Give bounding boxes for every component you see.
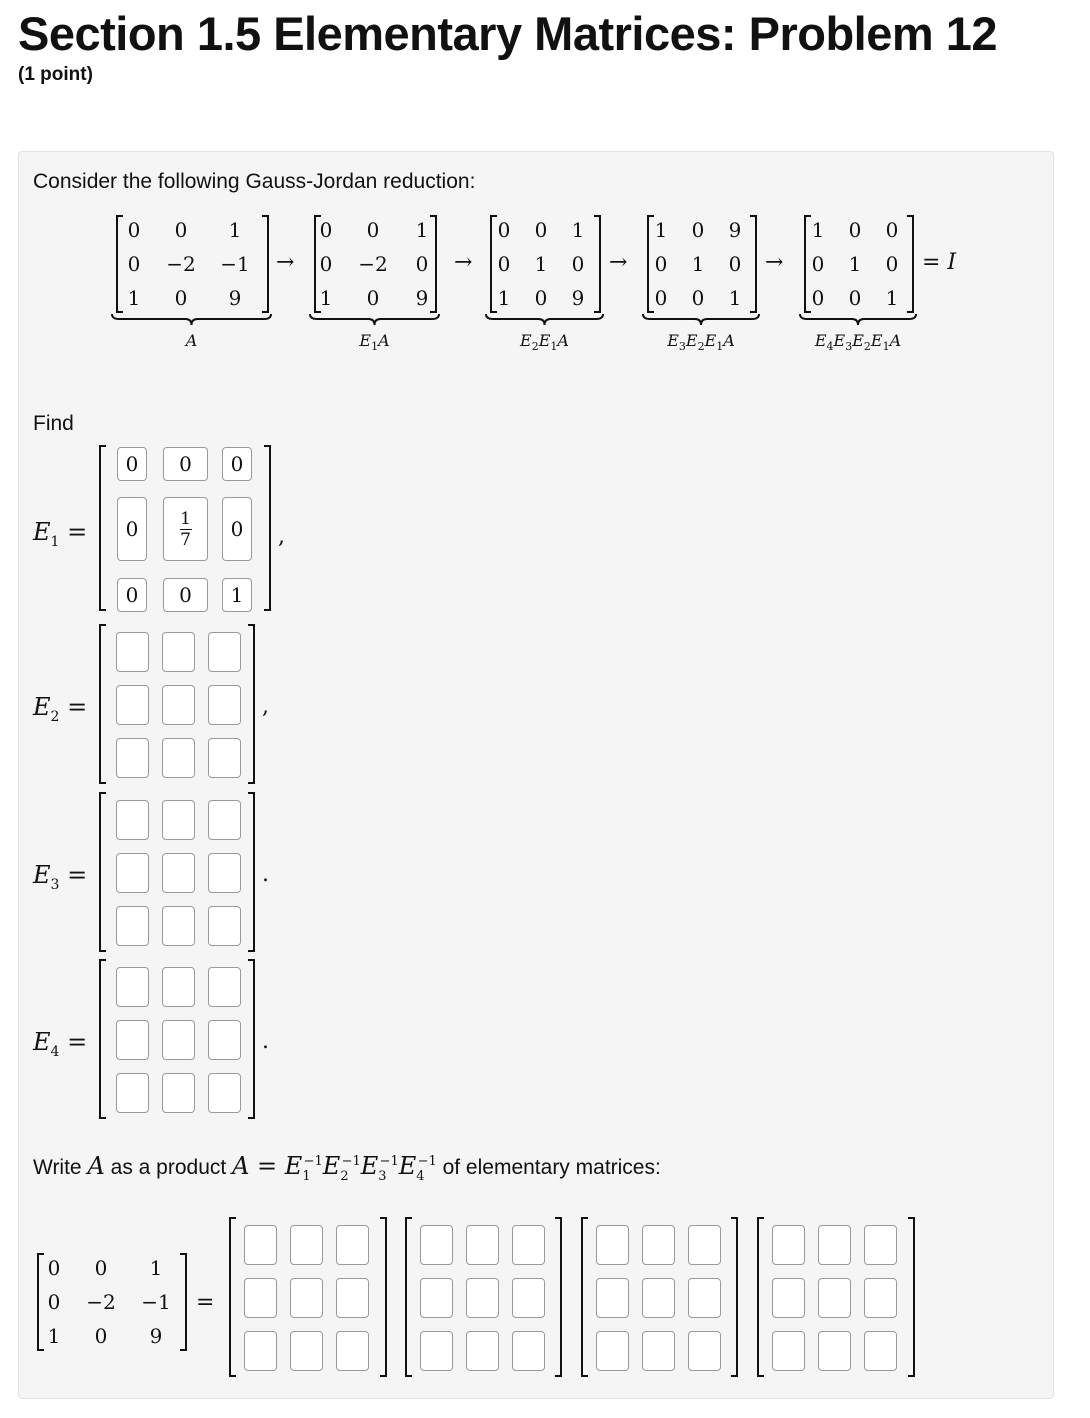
- reduction-label: $E_3E_2E_1A$: [667, 331, 735, 354]
- matrix-entry: 9: [415, 286, 429, 310]
- matrix-entry: −2: [86, 1290, 116, 1314]
- inverse-E4-entry-input[interactable]: [772, 1278, 805, 1318]
- write-prefix: Write: [33, 1156, 82, 1179]
- inverse-E4-entry-input[interactable]: [864, 1225, 897, 1265]
- matrix-entry: 1: [319, 286, 333, 310]
- E4-entry-input[interactable]: [162, 1020, 195, 1060]
- matrix-entry: 0: [94, 1324, 108, 1348]
- matrix-entry: 0: [47, 1290, 61, 1314]
- E3-entry-input[interactable]: [208, 906, 241, 946]
- E2-entry-input[interactable]: [162, 738, 195, 778]
- matrix-entry: 0: [654, 252, 668, 276]
- E4-entry-input[interactable]: [162, 1073, 195, 1113]
- E2-entry-input[interactable]: [208, 632, 241, 672]
- E4-entry-input[interactable]: [116, 967, 149, 1007]
- matrix-label-E1: $E_1$ =: [33, 518, 88, 550]
- inverse-E4-entry-input[interactable]: [864, 1331, 897, 1371]
- E2-entry-input[interactable]: [116, 738, 149, 778]
- reduction-label: $E_1A$: [359, 331, 390, 354]
- matrix-entry: 0: [127, 218, 141, 242]
- find-text: Find: [33, 412, 74, 435]
- matrix-entry: 1: [691, 252, 705, 276]
- reduction-label: $E_4E_3E_2E_1A$: [814, 331, 902, 354]
- matrix-entry: 9: [571, 286, 585, 310]
- inverse-E4-entry-input[interactable]: [818, 1331, 851, 1371]
- E3-entry-input[interactable]: [208, 800, 241, 840]
- inverse-E2-right-bracket: [553, 1217, 563, 1377]
- matrix-entry: 0: [174, 286, 188, 310]
- matrix-entry: 1: [149, 1256, 163, 1280]
- inverse-E3-entry-input[interactable]: [596, 1331, 629, 1371]
- E3-entry-input[interactable]: [208, 853, 241, 893]
- matrix-entry: 0: [848, 218, 862, 242]
- matrix-entry: 0: [366, 218, 380, 242]
- matrix-entry: 0: [534, 218, 548, 242]
- matrix-entry: 1: [571, 218, 585, 242]
- E1-right-bracket: [262, 445, 272, 611]
- inverse-E1-entry-input[interactable]: [336, 1225, 369, 1265]
- E2-entry-input[interactable]: [208, 685, 241, 725]
- matrix-entry: 0: [497, 252, 511, 276]
- inverse-E3-entry-input[interactable]: [596, 1225, 629, 1265]
- inverse-E2-entry-input[interactable]: [466, 1278, 499, 1318]
- E1-left-bracket: [98, 445, 108, 611]
- matrix-entry: 0: [848, 286, 862, 310]
- arrow-icon: →: [765, 250, 784, 275]
- matrix-entry: 0: [319, 252, 333, 276]
- E1-entry-input[interactable]: [163, 497, 208, 561]
- inverse-E1-entry-input[interactable]: [290, 1331, 323, 1371]
- reduction-matrix-right-bracket: [260, 215, 270, 313]
- matrix-entry: 0: [366, 286, 380, 310]
- underbrace: [799, 313, 917, 327]
- underbrace: [111, 313, 272, 327]
- E3-entry-input[interactable]: [162, 906, 195, 946]
- E4-entry-input[interactable]: [208, 967, 241, 1007]
- matrix-entry: −2: [166, 252, 196, 276]
- E4-right-bracket: [246, 959, 256, 1119]
- arrow-icon: →: [454, 250, 473, 275]
- inverse-E1-entry-input[interactable]: [244, 1225, 277, 1265]
- inverse-E1-right-bracket: [378, 1217, 388, 1377]
- punctuation: .: [262, 1029, 269, 1054]
- intro-text: Consider the following Gauss-Jordan reduction:: [33, 170, 476, 193]
- matrix-entry: 1: [885, 286, 899, 310]
- underbrace: [485, 313, 604, 327]
- matrix-entry: 1: [728, 286, 742, 310]
- matrix-label-E2: $E_2$ =: [33, 693, 88, 725]
- A-right-bracket: [178, 1253, 188, 1351]
- inverse-E3-entry-input[interactable]: [642, 1225, 675, 1265]
- punctuation: ,: [278, 524, 285, 549]
- inverse-E3-entry-input[interactable]: [688, 1278, 721, 1318]
- equals-identity: = I: [922, 250, 957, 275]
- arrow-icon: →: [276, 250, 295, 275]
- inverse-E2-entry-input[interactable]: [466, 1331, 499, 1371]
- inverse-E2-entry-input[interactable]: [512, 1331, 545, 1371]
- matrix-entry: 1: [47, 1324, 61, 1348]
- matrix-label-E3: $E_3$ =: [33, 861, 88, 893]
- inverse-E1-entry-input[interactable]: [290, 1225, 323, 1265]
- matrix-entry: 1: [497, 286, 511, 310]
- inverse-E3-entry-input[interactable]: [642, 1278, 675, 1318]
- matrix-entry: 0: [534, 286, 548, 310]
- inverse-E3-entry-input[interactable]: [642, 1331, 675, 1371]
- inverse-E2-entry-input[interactable]: [512, 1278, 545, 1318]
- E4-entry-input[interactable]: [162, 967, 195, 1007]
- E3-right-bracket: [246, 792, 256, 952]
- E4-entry-input[interactable]: [116, 1073, 149, 1113]
- matrix-entry: 1: [228, 218, 242, 242]
- product-formula: $A = E_1^{-1}E_2^{-1}E_3^{-1}E_4^{-1}$: [232, 1152, 437, 1184]
- E1-entry-input[interactable]: 0: [222, 497, 252, 561]
- matrix-entry: 0: [691, 286, 705, 310]
- E2-entry-input[interactable]: [208, 738, 241, 778]
- fraction: $\frac{1}{7}$: [180, 508, 191, 550]
- E1-entry-input[interactable]: 0: [117, 578, 147, 612]
- matrix-entry: 0: [885, 218, 899, 242]
- E3-entry-input[interactable]: [116, 853, 149, 893]
- symbol-A: A: [87, 1152, 105, 1180]
- inverse-E4-right-bracket: [906, 1217, 916, 1377]
- matrix-entry: 1: [811, 218, 825, 242]
- matrix-entry: 0: [415, 252, 429, 276]
- inverse-E2-entry-input[interactable]: [420, 1278, 453, 1318]
- inverse-E2-entry-input[interactable]: [420, 1331, 453, 1371]
- E1-entry-input[interactable]: 0: [163, 578, 208, 612]
- inverse-E4-entry-input[interactable]: [772, 1331, 805, 1371]
- matrix-label-E4: $E_4$ =: [33, 1028, 88, 1060]
- inverse-E4-entry-input[interactable]: [818, 1225, 851, 1265]
- E1-entry-input[interactable]: 0: [117, 447, 147, 481]
- matrix-entry: 0: [127, 252, 141, 276]
- inverse-E1-entry-input[interactable]: [244, 1278, 277, 1318]
- E4-entry-input[interactable]: [208, 1020, 241, 1060]
- E1-entry-input[interactable]: 0: [163, 447, 208, 481]
- problem-points: (1 point): [18, 64, 93, 85]
- E3-entry-input[interactable]: [162, 853, 195, 893]
- E1-entry-input[interactable]: 1: [222, 578, 252, 612]
- E2-right-bracket: [246, 624, 256, 784]
- E2-entry-input[interactable]: [116, 685, 149, 725]
- underbrace: [309, 313, 440, 327]
- matrix-entry: 0: [654, 286, 668, 310]
- E3-left-bracket: [98, 792, 108, 952]
- E2-entry-input[interactable]: [162, 632, 195, 672]
- E3-entry-input[interactable]: [162, 800, 195, 840]
- inverse-E2-entry-input[interactable]: [512, 1225, 545, 1265]
- punctuation: ,: [262, 694, 269, 719]
- underbrace: [642, 313, 760, 327]
- inverse-E4-left-bracket: [756, 1217, 766, 1377]
- write-suffix: of elementary matrices:: [442, 1156, 661, 1179]
- inverse-E1-entry-input[interactable]: [290, 1278, 323, 1318]
- inverse-E2-left-bracket: [404, 1217, 414, 1377]
- matrix-entry: 0: [811, 252, 825, 276]
- matrix-entry: 0: [885, 252, 899, 276]
- E2-entry-input[interactable]: [162, 685, 195, 725]
- inverse-E3-entry-input[interactable]: [596, 1278, 629, 1318]
- matrix-entry: 0: [691, 218, 705, 242]
- matrix-entry: 0: [571, 252, 585, 276]
- matrix-entry: −1: [220, 252, 250, 276]
- inverse-E1-entry-input[interactable]: [336, 1278, 369, 1318]
- matrix-entry: 0: [94, 1256, 108, 1280]
- matrix-entry: 0: [174, 218, 188, 242]
- inverse-E4-entry-input[interactable]: [864, 1278, 897, 1318]
- inverse-E3-entry-input[interactable]: [688, 1225, 721, 1265]
- write-mid: as a product: [110, 1156, 227, 1179]
- reduction-label: $E_2E_1A$: [520, 331, 569, 354]
- inverse-E2-entry-input[interactable]: [466, 1225, 499, 1265]
- inverse-E4-entry-input[interactable]: [818, 1278, 851, 1318]
- punctuation: .: [262, 862, 269, 887]
- matrix-entry: 0: [728, 252, 742, 276]
- matrix-entry: 1: [127, 286, 141, 310]
- E2-entry-input[interactable]: [116, 632, 149, 672]
- inverse-E3-left-bracket: [580, 1217, 590, 1377]
- matrix-entry: 0: [47, 1256, 61, 1280]
- matrix-entry: 1: [415, 218, 429, 242]
- matrix-entry: 0: [497, 218, 511, 242]
- matrix-entry: 0: [811, 286, 825, 310]
- page-title: Section 1.5 Elementary Matrices: Problem 12: [18, 7, 997, 60]
- E3-entry-input[interactable]: [116, 800, 149, 840]
- arrow-icon: →: [609, 250, 628, 275]
- inverse-E3-entry-input[interactable]: [688, 1331, 721, 1371]
- inverse-E4-entry-input[interactable]: [772, 1225, 805, 1265]
- inverse-E2-entry-input[interactable]: [420, 1225, 453, 1265]
- matrix-entry: 0: [319, 218, 333, 242]
- matrix-entry: 9: [228, 286, 242, 310]
- matrix-entry: 9: [728, 218, 742, 242]
- equals-sign: =: [196, 1290, 215, 1315]
- reduction-label: A: [185, 331, 198, 350]
- inverse-E1-entry-input[interactable]: [336, 1331, 369, 1371]
- matrix-entry: 1: [848, 252, 862, 276]
- inverse-E1-left-bracket: [228, 1217, 238, 1377]
- E1-entry-input[interactable]: 0: [117, 497, 147, 561]
- matrix-entry: 1: [534, 252, 548, 276]
- E2-left-bracket: [98, 624, 108, 784]
- E4-entry-input[interactable]: [208, 1073, 241, 1113]
- matrix-entry: −1: [141, 1290, 171, 1314]
- matrix-entry: −2: [358, 252, 388, 276]
- matrix-entry: 1: [654, 218, 668, 242]
- product-prompt: [33, 1152, 661, 1184]
- matrix-entry: 9: [149, 1324, 163, 1348]
- inverse-E3-right-bracket: [729, 1217, 739, 1377]
- E4-left-bracket: [98, 959, 108, 1119]
- inverse-E1-entry-input[interactable]: [244, 1331, 277, 1371]
- E3-entry-input[interactable]: [116, 906, 149, 946]
- E1-entry-input[interactable]: 0: [222, 447, 252, 481]
- E4-entry-input[interactable]: [116, 1020, 149, 1060]
